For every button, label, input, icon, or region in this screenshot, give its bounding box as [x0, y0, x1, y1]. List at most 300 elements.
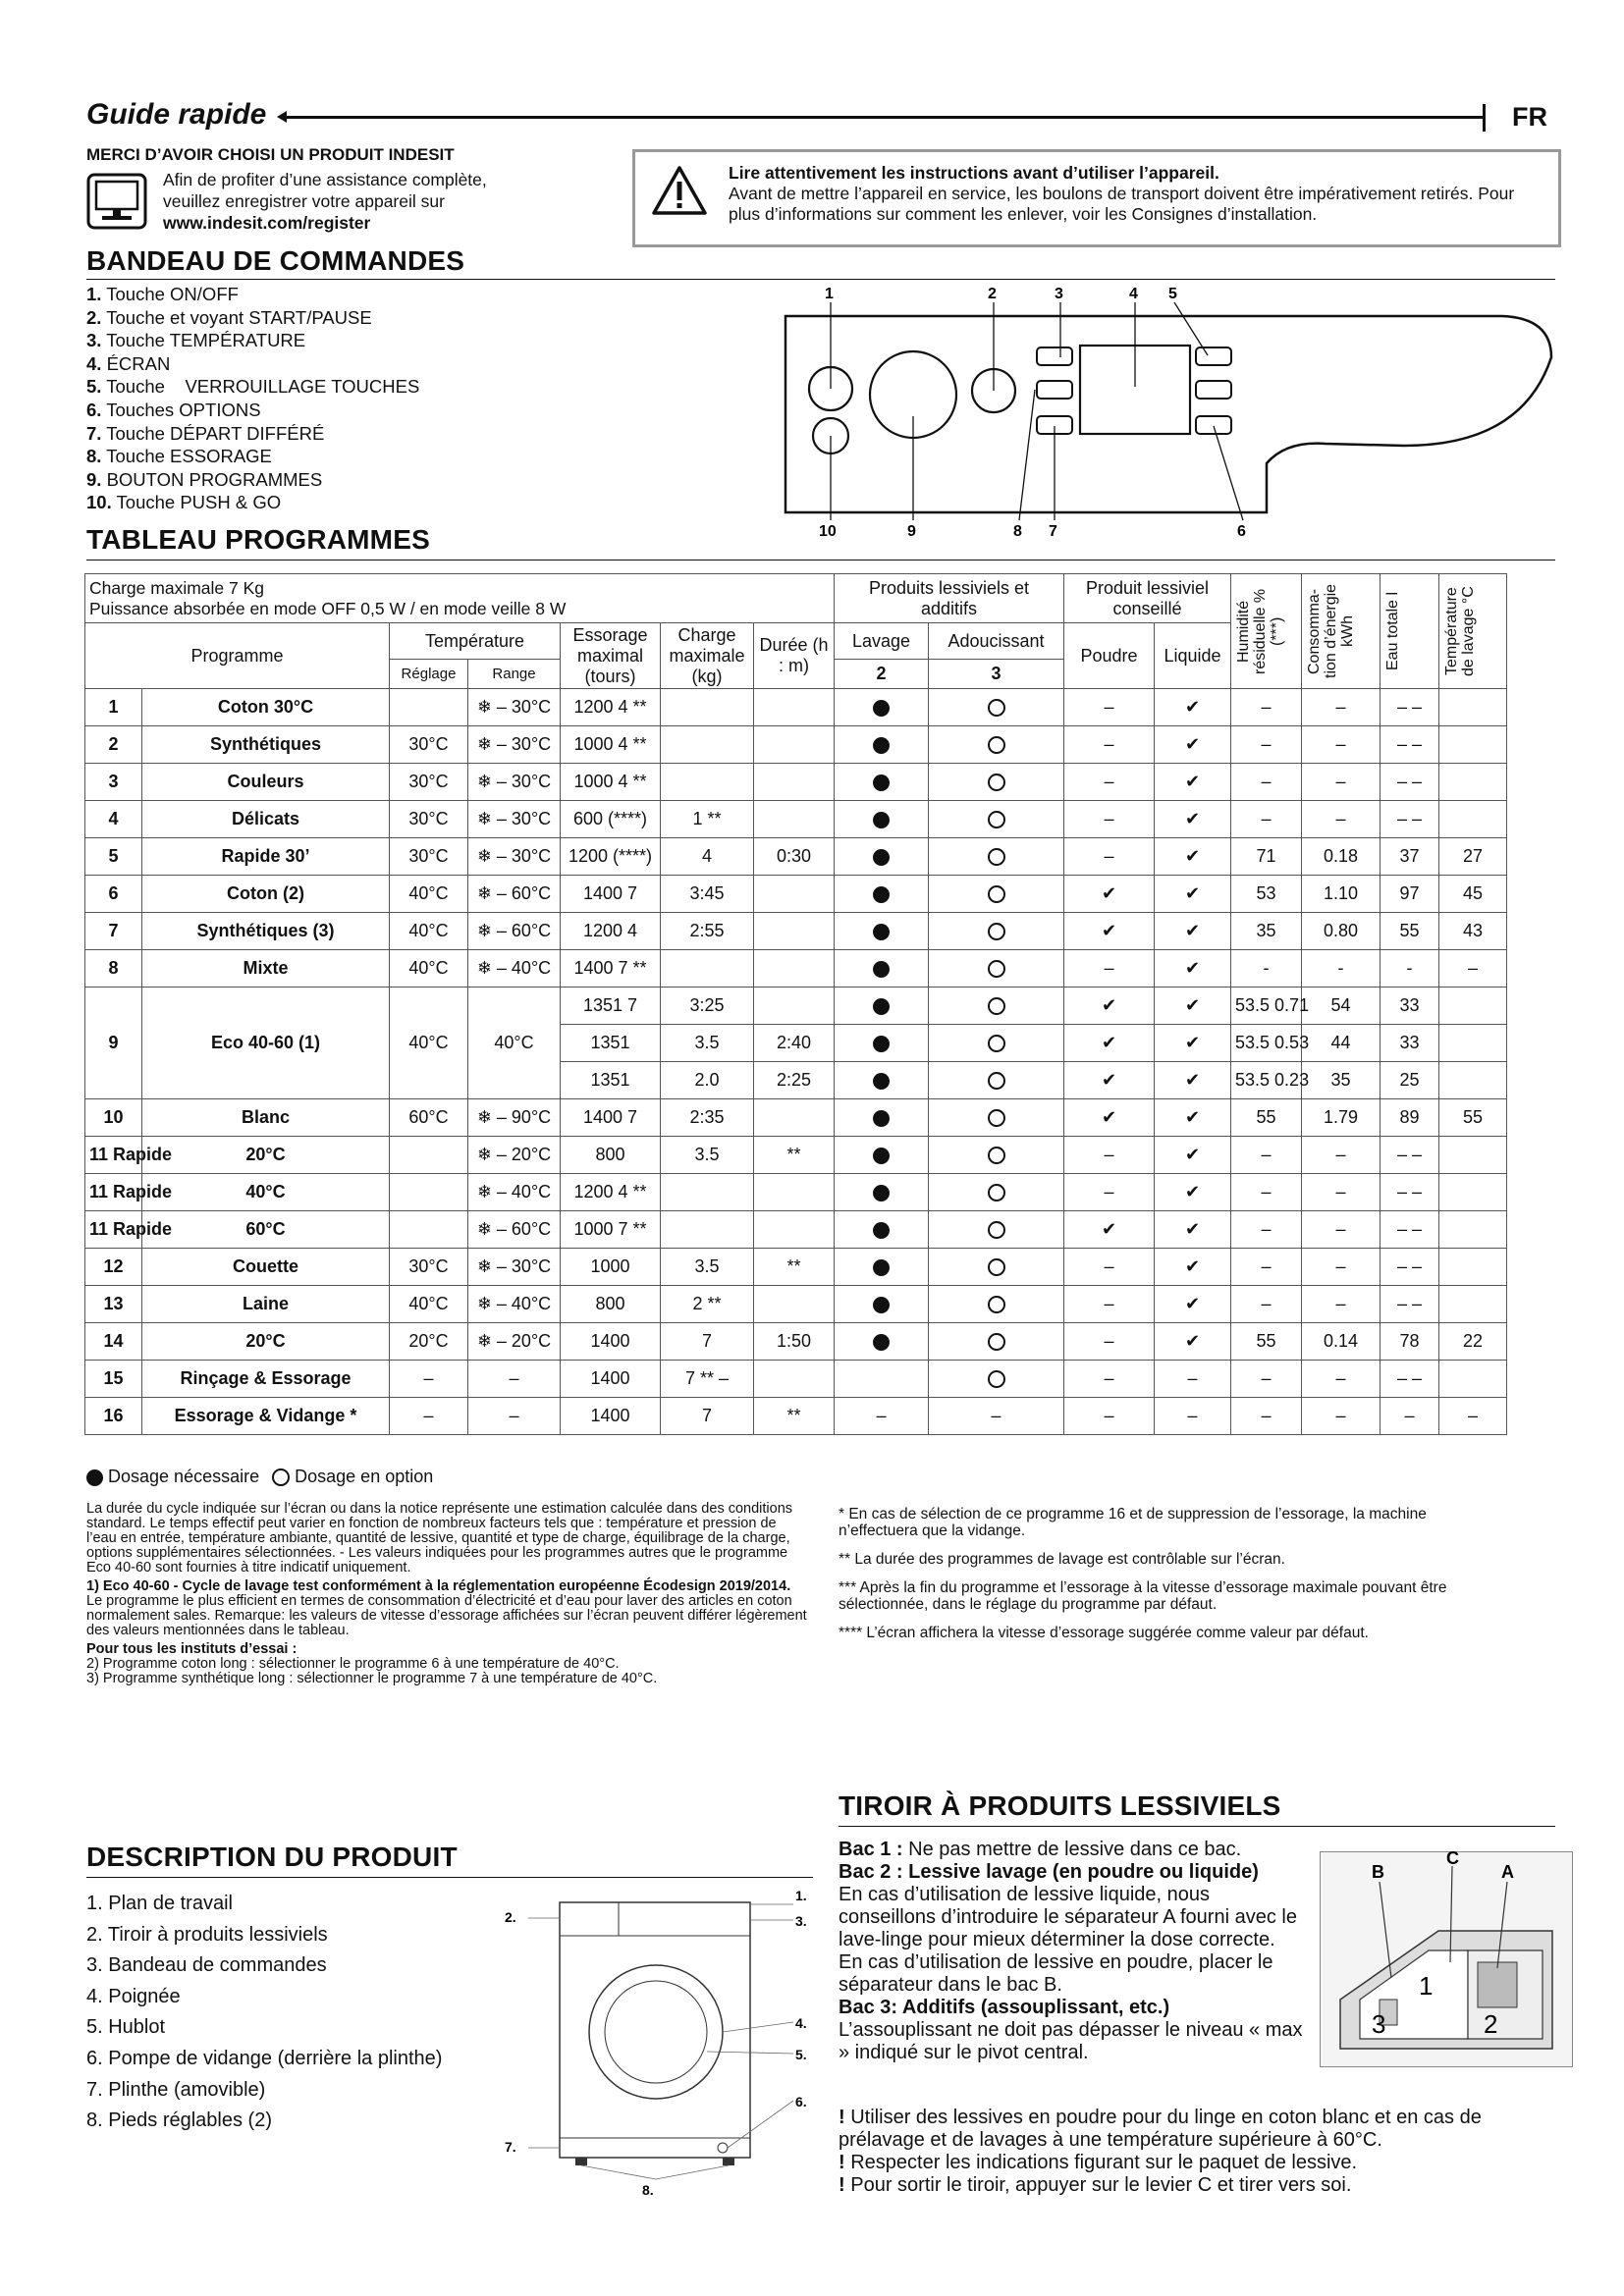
cell-range: ❄ – 90°C: [468, 1099, 561, 1137]
cell-programme: Synthétiques: [142, 726, 390, 764]
cell-conso: –: [1302, 1174, 1380, 1211]
title-rule-end: [1483, 104, 1486, 132]
cell-range: ❄ – 30°C: [468, 689, 561, 726]
cell-conso: –: [1302, 1249, 1380, 1286]
cell-range: ❄ – 30°C: [468, 764, 561, 801]
cell-programme: Essorage & Vidange *: [142, 1398, 390, 1435]
cell-liquide: ✔: [1155, 1323, 1231, 1361]
controls-item: 3. Touche TEMPÉRATURE: [86, 330, 306, 351]
cell-conso: 54: [1302, 988, 1380, 1025]
cell-range: ❄ – 60°C: [468, 1211, 561, 1249]
cell-temp: [1439, 689, 1507, 726]
cell-liquide: ✔: [1155, 726, 1231, 764]
cell-eau: 78: [1380, 1323, 1439, 1361]
table-header-lavage-number: 2: [835, 660, 929, 689]
controls-list: [86, 283, 419, 514]
cell-liquide: –: [1155, 1361, 1231, 1398]
controls-item: 7. Touche DÉPART DIFFÉRÉ: [86, 422, 325, 444]
cell-eau: – –: [1380, 801, 1439, 838]
cell-lavage: [835, 726, 929, 764]
cell-adoucissant: [929, 913, 1064, 950]
description-item: 8. Pieds réglables (2): [86, 2109, 272, 2132]
cell-essorage: 1400 7: [561, 1099, 661, 1137]
cell-poudre: –: [1064, 689, 1155, 726]
warning-body: Avant de mettre l’appareil en service, les boulons de transport doivent être impérativement retirés. Pour plus d’informations sur comment les enlever, voir les Consignes d’installation.: [729, 184, 1515, 224]
cell-number: 14: [85, 1323, 142, 1361]
cell-reglage: 40°C: [390, 988, 468, 1099]
cell-essorage: 1000 4 **: [561, 764, 661, 801]
cell-reglage: 40°C: [390, 876, 468, 913]
cell-charge: [661, 950, 754, 988]
cell-poudre: –: [1064, 726, 1155, 764]
drawer-bac1: Bac 1 : Ne pas mettre de lessive dans ce bac.: [839, 1839, 1242, 1860]
cell-reglage: [390, 1174, 468, 1211]
cell-reglage: 30°C: [390, 838, 468, 876]
diagram-label-bottom: 6: [1237, 523, 1246, 540]
cell-liquide: ✔: [1155, 1286, 1231, 1323]
cell-poudre: ✔: [1064, 1025, 1155, 1062]
cell-duree: [754, 689, 835, 726]
ring-icon: [988, 1221, 1005, 1239]
cell-temp: [1439, 1174, 1507, 1211]
cell-temp: [1439, 1249, 1507, 1286]
cell-range: ❄ – 30°C: [468, 726, 561, 764]
cell-essorage: 1200 4 **: [561, 1174, 661, 1211]
dot-icon: [873, 1073, 890, 1090]
cell-essorage: 1351 7: [561, 988, 661, 1025]
dot-icon: [873, 998, 890, 1015]
cell-conso: –: [1302, 1211, 1380, 1249]
programs-heading-rule: [86, 560, 1555, 561]
cell-adoucissant: [929, 726, 1064, 764]
table-header-conseille: Produit lessiviel conseillé: [1064, 574, 1231, 623]
description-item: 4. Poignée: [86, 1985, 181, 2007]
cell-poudre: ✔: [1064, 1099, 1155, 1137]
exclamation-icon: !: [839, 2107, 845, 2128]
cell-duree: [754, 1211, 835, 1249]
cell-adoucissant: [929, 1062, 1064, 1099]
cell-reglage: 40°C: [390, 950, 468, 988]
cell-reglage: [390, 1211, 468, 1249]
table-header-programme: Programme: [85, 623, 390, 689]
cell-essorage: 1400 7 **: [561, 950, 661, 988]
note-footnote: * En cas de sélection de ce programme 16 et de suppression de l’essorage, la machine n’effectuera que la vidange.: [839, 1506, 1427, 1539]
cell-number: 4: [85, 801, 142, 838]
note-paragraph: 1) Eco 40-60 - Cycle de lavage test conformément à la réglementation européenne Écodesign 2019/2014. Le programme le plus efficient en termes de consommation d’électricité et d’eau pour laver des articles en coton normalement sales. Remarque: les valeurs de vitesse d’essorage affichées sur l’écran peuvent différer légèrement des valeurs mentionnées dans le tableau.: [86, 1578, 807, 1638]
cell-humidite: –: [1231, 764, 1302, 801]
cell-lavage: [835, 764, 929, 801]
cell-temp: [1439, 1361, 1507, 1398]
cell-liquide: ✔: [1155, 1137, 1231, 1174]
diagram-label-top: 4: [1129, 286, 1138, 302]
drawer-bac2-text: En cas d’utilisation de lessive en poudre, placer le séparateur dans le bac B.: [839, 1951, 1273, 1996]
cell-poudre: –: [1064, 1286, 1155, 1323]
cell-eau: –: [1380, 1398, 1439, 1435]
cell-reglage: 20°C: [390, 1323, 468, 1361]
cell-number: 10: [85, 1099, 142, 1137]
table-row: [85, 838, 1507, 876]
dot-icon: [873, 1259, 890, 1276]
table-header-range: Range: [468, 660, 561, 689]
description-heading: DESCRIPTION DU PRODUIT: [86, 1842, 458, 1872]
diagram-label-top: 1: [825, 286, 834, 302]
table-row: [85, 689, 1507, 726]
washing-machine-diagram: [499, 1875, 813, 2199]
cell-duree: [754, 988, 835, 1025]
cell-duree: [754, 1286, 835, 1323]
cell-eau: – –: [1380, 726, 1439, 764]
ring-icon: [988, 1147, 1005, 1164]
table-row: [85, 1211, 1507, 1249]
table-row: [85, 913, 1507, 950]
dot-icon: [873, 737, 890, 754]
cell-liquide: ✔: [1155, 1099, 1231, 1137]
cell-poudre: –: [1064, 1137, 1155, 1174]
dot-icon: [873, 1036, 890, 1052]
cell-liquide: ✔: [1155, 913, 1231, 950]
register-url[interactable]: www.indesit.com/register: [163, 213, 371, 233]
table-header-produits: Produits lessiviels et additifs: [835, 574, 1064, 623]
cell-reglage: –: [390, 1398, 468, 1435]
cell-programme: Blanc: [142, 1099, 390, 1137]
cell-reglage: 30°C: [390, 801, 468, 838]
cell-temp: [1439, 1211, 1507, 1249]
ring-icon: [988, 1296, 1005, 1313]
cell-essorage: 1400: [561, 1361, 661, 1398]
cell-liquide: –: [1155, 1398, 1231, 1435]
cell-charge: 3.5: [661, 1249, 754, 1286]
cell-lavage: [835, 1062, 929, 1099]
diagram-label-top: 2: [988, 286, 997, 302]
cell-liquide: ✔: [1155, 838, 1231, 876]
cell-number: 8: [85, 950, 142, 988]
cell-essorage: 1351: [561, 1025, 661, 1062]
description-item: 6. Pompe de vidange (derrière la plinthe): [86, 2047, 443, 2069]
cell-charge: [661, 689, 754, 726]
table-header-liquide: Liquide: [1155, 623, 1231, 689]
drawer-compartment-2: 2: [1484, 2009, 1498, 2039]
dot-icon: [86, 1469, 103, 1486]
drawer-text: [839, 1839, 1310, 2064]
dot-icon: [873, 1334, 890, 1351]
table-header-reglage: Réglage: [390, 660, 468, 689]
cell-charge: [661, 1174, 754, 1211]
diagram-label-bottom: 10: [819, 523, 837, 540]
warning-bold: Lire attentivement les instructions avant d’utiliser l’appareil.: [729, 163, 1219, 183]
cell-lavage: [835, 1211, 929, 1249]
cell-range: ❄ – 60°C: [468, 876, 561, 913]
cell-conso: –: [1302, 764, 1380, 801]
cell-programme: 20°C: [142, 1323, 390, 1361]
register-line2: veuillez enregistrer votre appareil sur: [163, 191, 445, 211]
cell-humidite: –: [1231, 726, 1302, 764]
drawer-label-a: A: [1501, 1862, 1514, 1882]
cell-lavage: [835, 838, 929, 876]
table-header-conso: Consomma-tion d’énergie kWh: [1302, 574, 1380, 689]
drawer-bac2-title: Bac 2 : Lessive lavage (en poudre ou liquide): [839, 1861, 1259, 1883]
table-header-charge: Charge maximale 7 Kg Puissance absorbée en mode OFF 0,5 W / en mode veille 8 W: [85, 574, 835, 623]
cell-duree: [754, 876, 835, 913]
drawer-label-b: B: [1372, 1862, 1384, 1882]
cell-lavage: [835, 1099, 929, 1137]
warning-text: [729, 163, 1543, 225]
cell-humidite: –: [1231, 1361, 1302, 1398]
cell-duree: [754, 726, 835, 764]
controls-item: 4. ÉCRAN: [86, 352, 171, 374]
cell-eau: 33: [1380, 988, 1439, 1025]
cell-range: ❄ – 60°C: [468, 913, 561, 950]
drawer-label-c: C: [1446, 1848, 1459, 1868]
cell-programme: Coton (2): [142, 876, 390, 913]
table-header-essorage: Essorage maximal (tours): [561, 623, 661, 689]
table-header-humidite: Humidité résiduelle % (***): [1231, 574, 1302, 689]
controls-item: 2. Touche et voyant START/PAUSE: [86, 306, 372, 328]
ring-icon: [988, 811, 1005, 828]
cell-conso: –: [1302, 1361, 1380, 1398]
ring-icon: [988, 960, 1005, 978]
cell-programme: Délicats: [142, 801, 390, 838]
cell-range: ❄ – 40°C: [468, 1174, 561, 1211]
cell-conso: 44: [1302, 1025, 1380, 1062]
control-panel-diagram: [776, 279, 1581, 544]
cell-liquide: ✔: [1155, 764, 1231, 801]
drawer-warning: ! Utiliser des lessives en poudre pour du linge en coton blanc et en cas de prélavage et de lavages à une température supérieure à 60°C.: [839, 2107, 1482, 2151]
notes-left: [86, 1502, 809, 1690]
cell-number: 3: [85, 764, 142, 801]
legend-ring-label: Dosage en option: [295, 1467, 434, 1486]
cell-humidite: 53.5 0.23: [1231, 1062, 1302, 1099]
cell-temp: –: [1439, 950, 1507, 988]
cell-poudre: –: [1064, 1398, 1155, 1435]
diagram-label-bottom: 7: [1049, 523, 1057, 540]
cell-eau: 97: [1380, 876, 1439, 913]
cell-conso: 1.10: [1302, 876, 1380, 913]
table-header-poudre: Poudre: [1064, 623, 1155, 689]
cell-essorage: 1200 4 **: [561, 689, 661, 726]
cell-conso: –: [1302, 1137, 1380, 1174]
cell-programme: Rapide 30’: [142, 838, 390, 876]
table-header-temperature: Température: [390, 623, 561, 660]
description-item: 3. Bandeau de commandes: [86, 1954, 327, 1977]
cell-duree: **: [754, 1137, 835, 1174]
cell-adoucissant: [929, 1174, 1064, 1211]
cell-poudre: –: [1064, 1361, 1155, 1398]
cell-charge: 7: [661, 1398, 754, 1435]
cell-programme: Coton 30°C: [142, 689, 390, 726]
cell-charge: 2.0: [661, 1062, 754, 1099]
cell-eau: – –: [1380, 1249, 1439, 1286]
ring-icon: [988, 1072, 1005, 1090]
cell-lavage: [835, 913, 929, 950]
cell-reglage: 30°C: [390, 764, 468, 801]
cell-humidite: –: [1231, 1249, 1302, 1286]
cell-temp: 45: [1439, 876, 1507, 913]
table-legend: [86, 1467, 433, 1487]
dot-icon: [873, 961, 890, 978]
drawer-bac3-text: L’assouplissant ne doit pas dépasser le niveau « max » indiqué sur le pivot central.: [839, 2019, 1303, 2063]
dot-icon: [873, 1110, 890, 1127]
cell-range: ❄ – 40°C: [468, 950, 561, 988]
cell-lavage: [835, 1323, 929, 1361]
cell-temp: [1439, 988, 1507, 1025]
cell-charge: [661, 726, 754, 764]
cell-charge: 3:25: [661, 988, 754, 1025]
cell-number: 7: [85, 913, 142, 950]
cell-humidite: –: [1231, 1137, 1302, 1174]
register-text: [163, 169, 536, 234]
dot-icon: [873, 924, 890, 940]
detergent-drawer-diagram: [1320, 1848, 1573, 2067]
cell-programme: Eco 40-60 (1): [142, 988, 390, 1099]
cell-humidite: –: [1231, 1286, 1302, 1323]
cell-duree: **: [754, 1249, 835, 1286]
table-header-adoucissant: Adoucissant: [929, 623, 1064, 660]
cell-essorage: 1000: [561, 1249, 661, 1286]
cell-number: 15: [85, 1361, 142, 1398]
cell-temp: [1439, 726, 1507, 764]
cell-temp: [1439, 1137, 1507, 1174]
drawer-warning: ! Respecter les indications figurant sur le paquet de lessive.: [839, 2152, 1358, 2173]
cell-lavage: [835, 1137, 929, 1174]
cell-temp: [1439, 801, 1507, 838]
cell-essorage: 1200 (****): [561, 838, 661, 876]
controls-item: 5. Touche VERROUILLAGE TOUCHES: [86, 376, 420, 398]
cell-temp: 43: [1439, 913, 1507, 950]
cell-adoucissant: –: [929, 1398, 1064, 1435]
cell-liquide: ✔: [1155, 1062, 1231, 1099]
ring-icon: [988, 848, 1005, 866]
cell-duree: 1:50: [754, 1323, 835, 1361]
cell-liquide: ✔: [1155, 1174, 1231, 1211]
notes-right: [839, 1506, 1496, 1653]
cell-duree: [754, 913, 835, 950]
note-footnote: *** Après la fin du programme et l’essorage à la vitesse d’essorage maximale pouvant être sélectionnée, dans le réglage du programme par défaut.: [839, 1579, 1447, 1613]
table-row: [85, 1361, 1507, 1398]
cell-number: 11 Rapide: [85, 1211, 142, 1249]
cell-essorage: 1351: [561, 1062, 661, 1099]
table-row: [85, 1286, 1507, 1323]
cell-range: ❄ – 20°C: [468, 1323, 561, 1361]
cell-liquide: ✔: [1155, 1025, 1231, 1062]
title-rule: [281, 116, 1485, 119]
cell-humidite: -: [1231, 950, 1302, 988]
description-list: [86, 1889, 442, 2137]
table-row: [85, 988, 1507, 1025]
cell-programme: Laine: [142, 1286, 390, 1323]
cell-eau: 89: [1380, 1099, 1439, 1137]
cell-liquide: ✔: [1155, 1211, 1231, 1249]
cell-temp: 27: [1439, 838, 1507, 876]
cell-eau: – –: [1380, 1286, 1439, 1323]
cell-humidite: 53: [1231, 876, 1302, 913]
table-row: [85, 764, 1507, 801]
cell-adoucissant: [929, 689, 1064, 726]
cell-number: 1: [85, 689, 142, 726]
controls-item: 8. Touche ESSORAGE: [86, 446, 272, 467]
ring-icon: [988, 1109, 1005, 1127]
note-footnote: **** L’écran affichera la vitesse d’essorage suggérée comme valeur par défaut.: [839, 1625, 1369, 1641]
ring-icon: [988, 1184, 1005, 1201]
cell-range: ❄ – 30°C: [468, 801, 561, 838]
computer-monitor-icon: [86, 173, 147, 230]
cell-eau: – –: [1380, 1361, 1439, 1398]
dot-icon: [873, 700, 890, 717]
description-item: 5. Hublot: [86, 2016, 166, 2039]
cell-range: 40°C: [468, 988, 561, 1099]
cell-reglage: 30°C: [390, 1249, 468, 1286]
cell-number: 5: [85, 838, 142, 876]
cell-liquide: ✔: [1155, 689, 1231, 726]
table-row: [85, 1174, 1507, 1211]
cell-charge: [661, 764, 754, 801]
cell-charge: 1 **: [661, 801, 754, 838]
dot-icon: [873, 1222, 890, 1239]
table-header-lavage: Lavage: [835, 623, 929, 660]
cell-temp: [1439, 1062, 1507, 1099]
callout-label: 1.: [795, 1888, 807, 1903]
exclamation-icon: !: [839, 2174, 845, 2196]
cell-conso: –: [1302, 689, 1380, 726]
controls-item: 1. Touche ON/OFF: [86, 284, 239, 304]
cell-conso: 1.79: [1302, 1099, 1380, 1137]
cell-duree: [754, 950, 835, 988]
cell-adoucissant: [929, 1323, 1064, 1361]
cell-adoucissant: [929, 764, 1064, 801]
cell-humidite: 55: [1231, 1323, 1302, 1361]
cell-adoucissant: [929, 838, 1064, 876]
cell-temp: [1439, 1286, 1507, 1323]
cell-essorage: 600 (****): [561, 801, 661, 838]
register-heading: MERCI D’AVOIR CHOISI UN PRODUIT INDESIT: [86, 145, 455, 164]
ring-icon: [988, 1370, 1005, 1388]
cell-essorage: 1000 4 **: [561, 726, 661, 764]
cell-charge: 2 **: [661, 1286, 754, 1323]
diagram-label-bottom: 9: [907, 523, 916, 540]
cell-duree: [754, 1361, 835, 1398]
cell-range: –: [468, 1361, 561, 1398]
ring-icon: [988, 997, 1005, 1015]
cell-adoucissant: [929, 1025, 1064, 1062]
drawer-heading-rule: [839, 1826, 1555, 1827]
cell-liquide: ✔: [1155, 801, 1231, 838]
cell-humidite: 35: [1231, 913, 1302, 950]
cell-eau: 25: [1380, 1062, 1439, 1099]
cell-eau: – –: [1380, 764, 1439, 801]
cell-programme: Couette: [142, 1249, 390, 1286]
cell-eau: 55: [1380, 913, 1439, 950]
cell-duree: [754, 801, 835, 838]
cell-poudre: ✔: [1064, 876, 1155, 913]
ring-icon: [988, 923, 1005, 940]
cell-charge: 2:55: [661, 913, 754, 950]
note-paragraph: La durée du cycle indiquée sur l’écran ou dans la notice représente une estimation calculée dans des conditions standard. Le temps effectif peut varier en fonction de nombreux facteurs tels que : température et pression de l’eau en entrée, température ambiante, quantité de lessive, quantité et type de charge, équilibrage de la charge, options supplémentaires sélectionnées. - Les valeurs indiquées pour les programmes autres que le programme Eco 40-60 sont fournies à titre indicatif uniquement.: [86, 1501, 793, 1575]
table-header-duree: Durée (h : m): [754, 623, 835, 689]
cell-reglage: [390, 689, 468, 726]
cell-lavage: [835, 801, 929, 838]
cell-charge: 4: [661, 838, 754, 876]
table-row: [85, 1099, 1507, 1137]
cell-eau: -: [1380, 950, 1439, 988]
dot-icon: [873, 849, 890, 866]
cell-programme: 40°C: [142, 1174, 390, 1211]
exclamation-icon: !: [839, 2152, 845, 2173]
callout-label: 2.: [505, 1909, 516, 1925]
cell-conso: –: [1302, 1398, 1380, 1435]
cell-duree: [754, 764, 835, 801]
cell-liquide: ✔: [1155, 1249, 1231, 1286]
cell-number: 11 Rapide: [85, 1137, 142, 1174]
cell-poudre: –: [1064, 1174, 1155, 1211]
